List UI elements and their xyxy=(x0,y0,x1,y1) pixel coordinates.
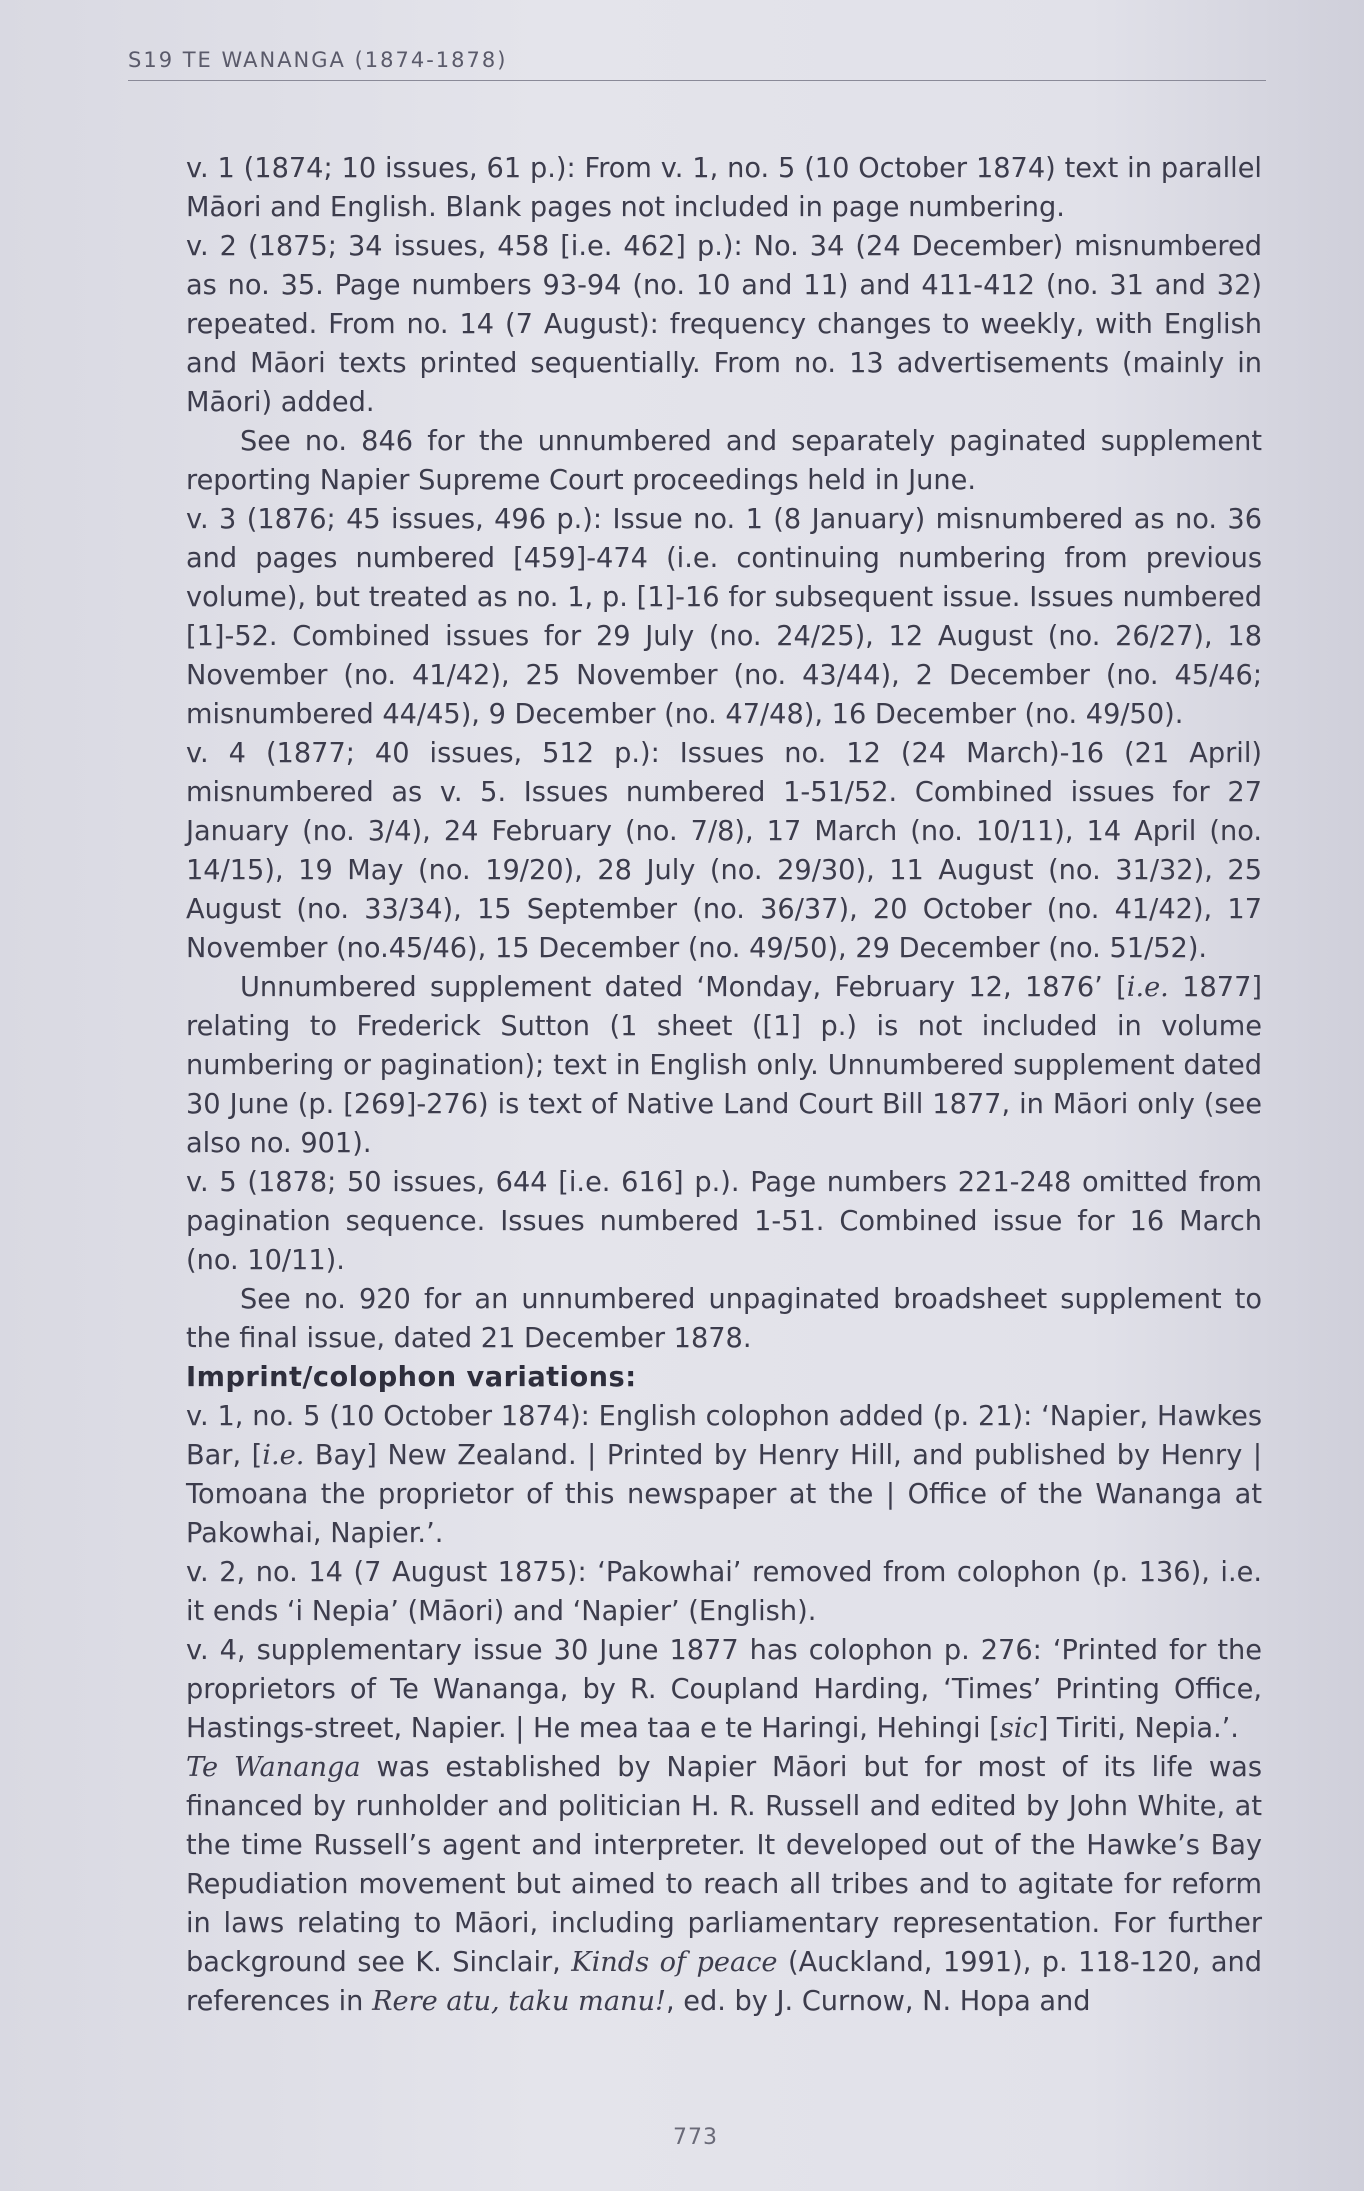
imprint-note-3 xyxy=(186,1631,1262,1748)
book-title-rere-atu: Rere atu, taku manu! xyxy=(372,1986,666,2017)
imprint-heading: Imprint/colophon variations: xyxy=(186,1362,637,1393)
entry-body xyxy=(186,149,1262,2021)
volume-4-note: v. 4 (1877; 40 issues, 512 p.): Issues no. 12 (24 March)-16 (21 April) misnumbered as v. 5. Issues numbered 1-51/52. Combined issues for 27 January (no. 3/4), 24 February (no. 7/8), 17 March (no. 10/11), 14 April (no. 14/15), 19 May (no. 19/20), 28 July (no. 29/30), 11 August (no. 31/32), 25 August (no. 33/34), 15 September (no. 36/37), 20 October (no. 41/42), 17 November (no.45/46), 15 December (no. 49/50), 29 December (no. 51/52). xyxy=(186,738,1262,964)
supplement-note xyxy=(186,968,1262,1163)
imprint-note-2: v. 2, no. 14 (7 August 1875): ‘Pakowhai’ removed from colophon (p. 136), i.e. it ends ‘i Nepia’ (Māori) and ‘Napier’ (English). xyxy=(186,1557,1262,1627)
imprint-3-text-b: ] Tiriti, Nepia.’. xyxy=(1037,1713,1239,1744)
imprint-1-ie: i.e. xyxy=(262,1440,305,1471)
background-text-c: , ed. by J. Curnow, N. Hopa and xyxy=(665,1986,1091,2017)
background-text-a: was established by Napier Māori but for most of its life was financed by runholder and politician H. R. Russell and edited by John White, at the time Russell’s agent and interpreter. It developed out of the Hawke’s Bay Repudiation movement but aimed to reach all tribes and to agitate for reform in laws relating to Māori, including parliamentary representation. For further background see K. Sinclair, xyxy=(186,1752,1262,1978)
running-head: S19 TE WANANGA (1874-1878) xyxy=(128,48,508,72)
supplement-text-b: 1877] relating to Frederick Sutton (1 sheet ([1] p.) is not included in volume numbering or pagination); text in English only. Unnumbered supplement dated 30 June (p. [269]-276) is text of Native Land Court Bill 1877, in Māori only (see also no. 901). xyxy=(186,972,1262,1159)
imprint-1-text-a: v. 1, no. 5 (10 October 1874): English colophon added (p. 21): ‘Napier, Hawkes Bar, [ xyxy=(186,1401,1262,1471)
background-text-b: (Auckland, 1991), p. 118-120, and references in xyxy=(186,1947,1262,2017)
volume-5-note: v. 5 (1878; 50 issues, 644 [i.e. 616] p.). Page numbers 221-248 omitted from pagination sequence. Issues numbered 1-51. Combined issue for 16 March (no. 10/11). xyxy=(186,1167,1262,1276)
book-title-kinds-of-peace: Kinds of peace xyxy=(571,1947,778,1978)
background-note xyxy=(186,1748,1262,2021)
page-number: 773 xyxy=(673,2125,718,2150)
imprint-1-text-b: Bay] New Zealand. | Printed by Henry Hill, and published by Henry | Tomoana the proprietor of this newspaper at the | Office of the Wananga at Pakowhai, Napier.’. xyxy=(186,1440,1262,1549)
newspaper-title: Te Wananga xyxy=(186,1752,361,1783)
volume-2-note: v. 2 (1875; 34 issues, 458 [i.e. 462] p.): No. 34 (24 December) misnumbered as no. 35. Page numbers 93-94 (no. 10 and 11) and 411-412 (no. 31 and 32) repeated. From no. 14 (7 August): frequency changes to weekly, with English and Māori texts printed sequentially. From no. 13 advertisements (mainly in Māori) added. xyxy=(186,231,1262,418)
supplement-ie: i.e. xyxy=(1126,972,1169,1003)
supplement-text-a: Unnumbered supplement dated ‘Monday, February 12, 1876’ [ xyxy=(240,972,1127,1003)
see-846-note: See no. 846 for the unnumbered and separately paginated supplement reporting Napier Supreme Court proceedings held in June. xyxy=(186,426,1262,496)
imprint-note-1 xyxy=(186,1397,1262,1553)
volume-3-note: v. 3 (1876; 45 issues, 496 p.): Issue no. 1 (8 January) misnumbered as no. 36 and pages numbered [459]-474 (i.e. continuing numbering from previous volume), but treated as no. 1, p. [1]-16 for subsequent issue. Issues numbered [1]-52. Combined issues for 29 July (no. 24/25), 12 August (no. 26/27), 18 November (no. 41/42), 25 November (no. 43/44), 2 December (no. 45/46; misnumbered 44/45), 9 December (no. 47/48), 16 December (no. 49/50). xyxy=(186,504,1262,730)
header-rule xyxy=(128,80,1266,81)
see-920-note: See no. 920 for an unnumbered unpaginated broadsheet supplement to the final issue, dated 21 December 1878. xyxy=(186,1284,1262,1354)
imprint-3-text-a: v. 4, supplementary issue 30 June 1877 has colophon p. 276: ‘Printed for the proprietors of Te Wananga, by R. Coupland Harding, ‘Times’ Printing Office, Hastings-street, Napier. | He mea taa e te Haringi, Hehingi [ xyxy=(186,1635,1262,1744)
imprint-3-sic: sic xyxy=(999,1713,1038,1744)
volume-1-note: v. 1 (1874; 10 issues, 61 p.): From v. 1, no. 5 (10 October 1874) text in parallel Māori and English. Blank pages not included in page numbering. xyxy=(186,153,1262,223)
